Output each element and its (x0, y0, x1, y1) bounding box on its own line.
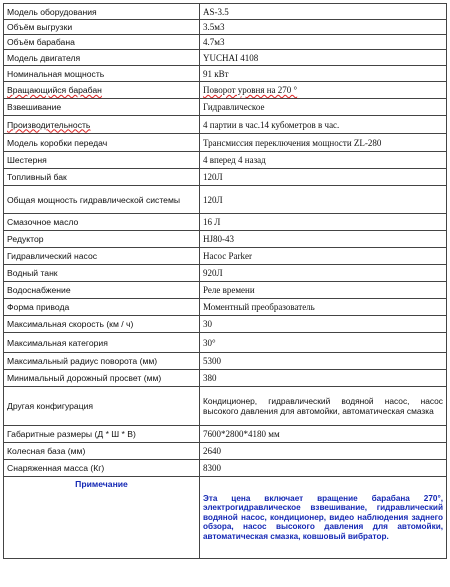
row-label: Водный танк (4, 265, 200, 282)
row-value: Реле времени (200, 282, 447, 299)
table-row (4, 214, 447, 231)
row-label: Редуктор (4, 231, 200, 248)
row-value: Моментный преобразователь (200, 299, 447, 316)
row-value: Трансмиссия переключения мощности ZL-280 (200, 134, 447, 152)
table-row (4, 282, 447, 299)
row-label: Форма привода (4, 299, 200, 316)
row-label: Минимальный дорожный просвет (мм) (4, 370, 200, 387)
row-label: Топливный бак (4, 169, 200, 186)
note-value: Эта цена включает вращение барабана 270°, электрогидравлическое взвешивание, гидравлический водяной насос, кондиционер, видео наблюдения заднего обзора, насос высокого давления для автомойки, автоматическая смазка, ковшовый вибратор. (200, 477, 447, 559)
row-label: Общая мощность гидравлической системы (4, 186, 200, 214)
row-value: 380 (200, 370, 447, 387)
row-value: YUCHAI 4108 (200, 50, 447, 66)
table-row (4, 4, 447, 20)
row-value: 4.7м3 (200, 35, 447, 50)
table-row (4, 353, 447, 370)
row-label: Снаряженная масса (Кг) (4, 460, 200, 477)
table-row (4, 370, 447, 387)
row-label: Модель коробки передач (4, 134, 200, 152)
row-value: 120Л (200, 186, 447, 214)
row-value: 920Л (200, 265, 447, 282)
row-label: Объём барабана (4, 35, 200, 50)
table-row (4, 20, 447, 35)
table-row (4, 82, 447, 99)
table-row (4, 248, 447, 265)
row-label: Модель двигателя (4, 50, 200, 66)
row-label: Объём выгрузки (4, 20, 200, 35)
row-value: Гидравлическое (200, 99, 447, 116)
row-label: Производительность (7, 119, 91, 130)
table-row (4, 186, 447, 214)
specifications-table (3, 3, 447, 559)
note-row (4, 477, 447, 559)
row-label: Вращающийся барабан (7, 85, 102, 95)
row-value: 30° (200, 333, 447, 353)
table-row (4, 66, 447, 82)
table-row (4, 299, 447, 316)
row-value: 120Л (200, 169, 447, 186)
row-value: 8300 (200, 460, 447, 477)
row-label: Максимальная категория (4, 333, 200, 353)
row-value: Насос Parker (200, 248, 447, 265)
row-value: 30 (200, 316, 447, 333)
table-row (4, 99, 447, 116)
table-row (4, 265, 447, 282)
row-value: 4 партии в час.14 кубометров в час. (200, 116, 447, 134)
table-row (4, 426, 447, 443)
table-row (4, 460, 447, 477)
table-row (4, 231, 447, 248)
row-label: Колесная база (мм) (4, 443, 200, 460)
table-row (4, 443, 447, 460)
row-value: Кондиционер, гидравлический водяной насос, насос высокого давления для автомойки, автоматическая смазка (200, 387, 447, 426)
table-row (4, 152, 447, 169)
row-label: Взвешивание (4, 99, 200, 116)
row-label: Смазочное масло (4, 214, 200, 231)
row-label: Гидравлический насос (4, 248, 200, 265)
row-label: Шестерня (4, 152, 200, 169)
row-value: 91 кВт (200, 66, 447, 82)
row-value: 5300 (200, 353, 447, 370)
table-row (4, 333, 447, 353)
row-value: HJ80-43 (200, 231, 447, 248)
table-row (4, 134, 447, 152)
row-label: Максимальная скорость (км / ч) (4, 316, 200, 333)
row-label: Другая конфигурация (4, 387, 200, 426)
row-value: AS-3.5 (200, 4, 447, 20)
table-row (4, 116, 447, 134)
row-label: Максимальный радиус поворота (мм) (4, 353, 200, 370)
note-label: Примечание (4, 477, 200, 559)
table-row (4, 50, 447, 66)
row-value: 2640 (200, 443, 447, 460)
row-label: Номинальная мощность (4, 66, 200, 82)
row-label: Водоснабжение (4, 282, 200, 299)
row-label: Габаритные размеры (Д * Ш * В) (4, 426, 200, 443)
row-value: 4 вперед 4 назад (200, 152, 447, 169)
table-row (4, 169, 447, 186)
table-row (4, 316, 447, 333)
table-row (4, 35, 447, 50)
row-value: 3.5м3 (200, 20, 447, 35)
row-value: 16 Л (200, 214, 447, 231)
table-row (4, 387, 447, 426)
row-value: Поворот уровня на 270 ° (203, 85, 298, 95)
row-label: Модель оборудования (4, 4, 200, 20)
row-value: 7600*2800*4180 мм (200, 426, 447, 443)
